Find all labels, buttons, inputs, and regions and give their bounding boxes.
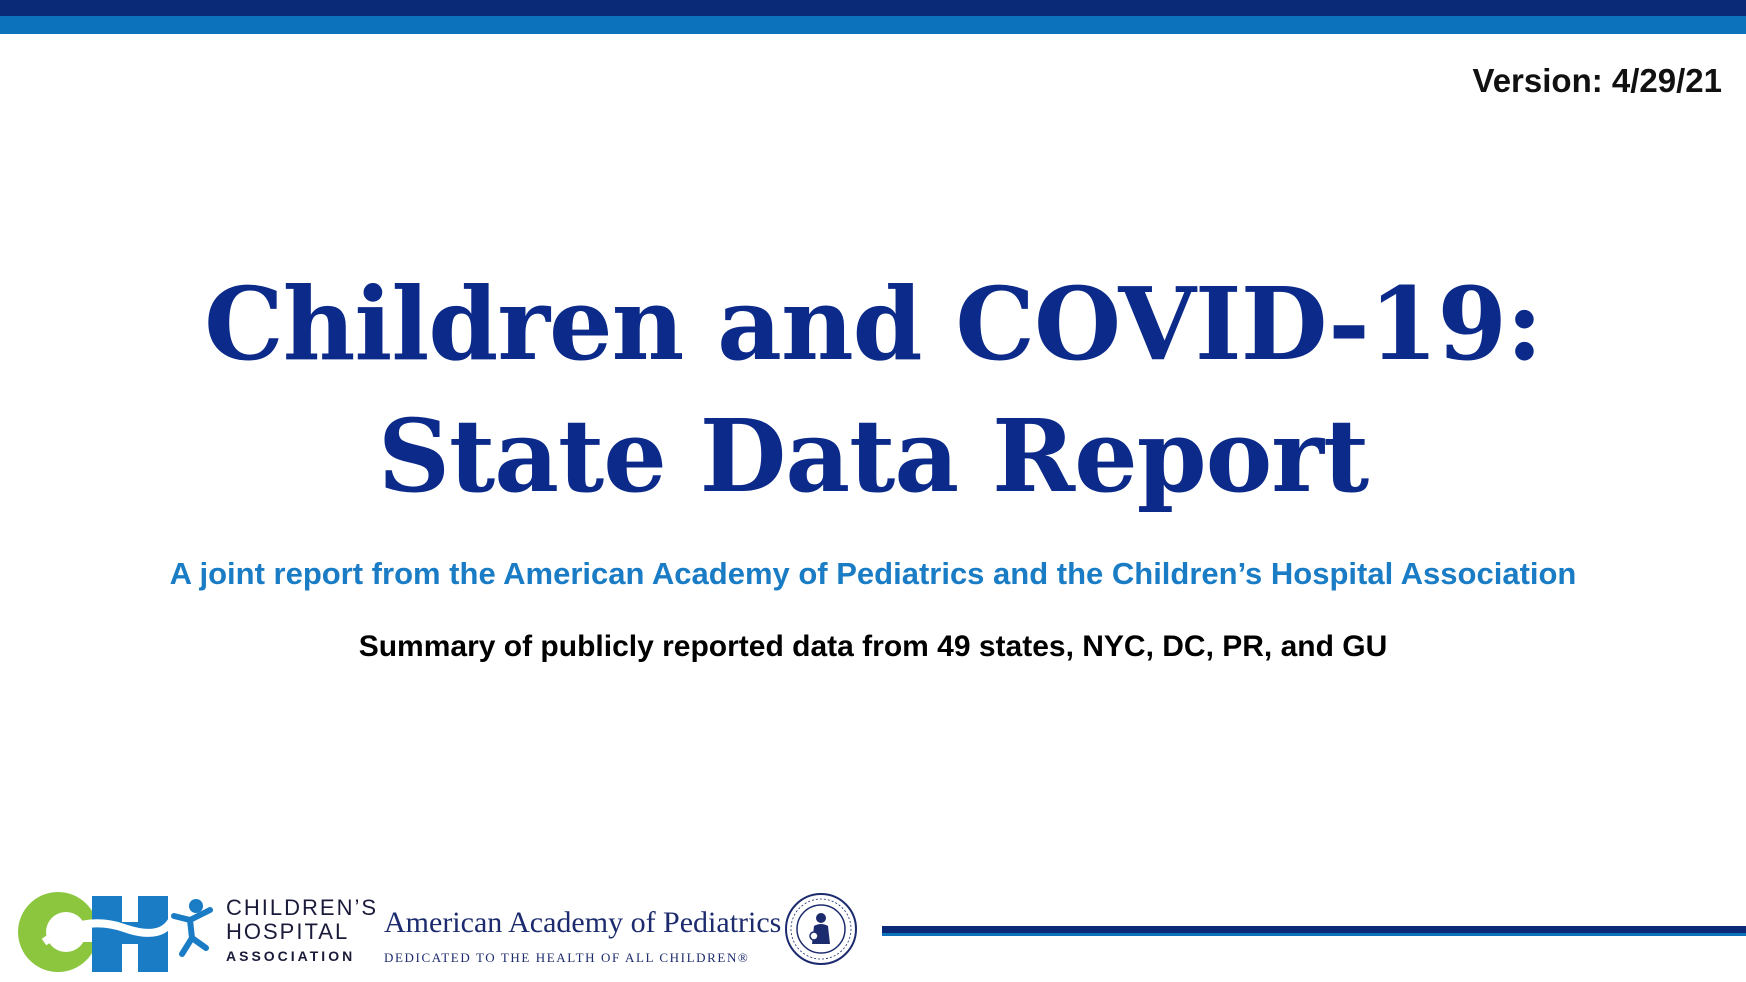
page-title-line-2: State Data Report bbox=[377, 397, 1369, 515]
page-title-line-1: Children and COVID-19: bbox=[204, 265, 1542, 383]
cha-wordmark-line-3: ASSOCIATION bbox=[226, 948, 356, 964]
subtitle: A joint report from the American Academy of Pediatrics and the Children’s Hospital Association bbox=[169, 556, 1577, 591]
top-banner-dark-band bbox=[0, 0, 1746, 16]
summary-text: Summary of publicly reported data from 49 states, NYC, DC, PR, and GU bbox=[358, 630, 1388, 663]
version-label: Version: 4/29/21 bbox=[1472, 62, 1722, 99]
top-banner-light-band bbox=[0, 16, 1746, 34]
footer-rule-light bbox=[882, 933, 1746, 936]
cha-wordmark bbox=[226, 896, 378, 968]
cha-wordmark-line-1: CHILDREN’S bbox=[226, 895, 379, 920]
cha-wordmark-line-2: HOSPITAL bbox=[226, 919, 350, 944]
aap-seal-icon bbox=[784, 892, 858, 966]
aap-name: American Academy of Pediatrics bbox=[384, 906, 782, 939]
footer-rule-dark bbox=[882, 926, 1746, 933]
page-title bbox=[0, 258, 1746, 522]
aap-tagline: DEDICATED TO THE HEALTH OF ALL CHILDREN® bbox=[384, 950, 750, 965]
cha-logo-icon bbox=[14, 886, 214, 976]
